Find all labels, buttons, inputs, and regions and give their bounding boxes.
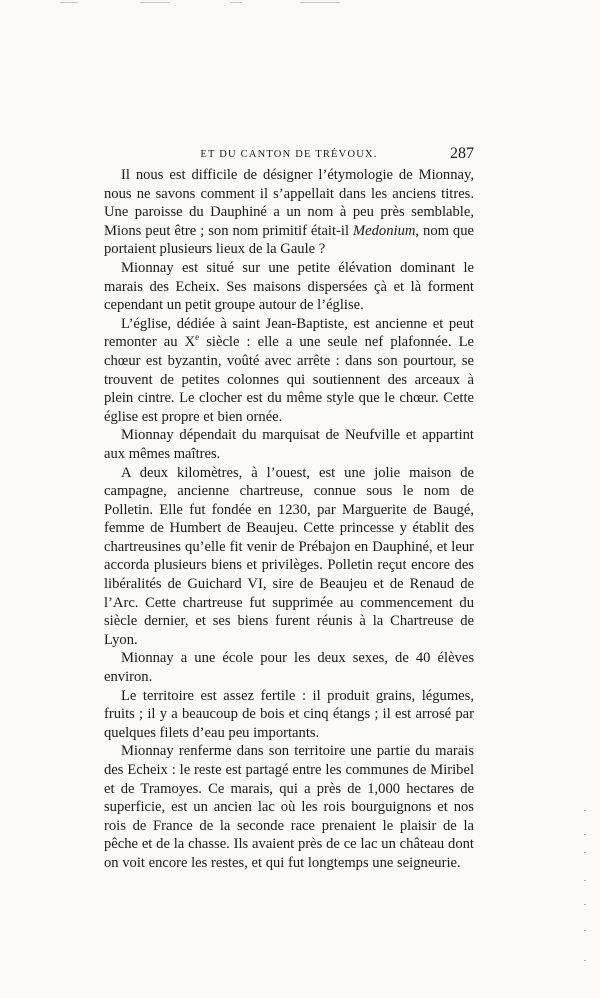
paragraph-text: Mionnay dépendait du marquisat de Neufville et appartint aux mêmes maîtres. (104, 427, 474, 462)
paragraph-text: Le territoire est assez fertile : il produit grains, légumes, fruits ; il y a beaucoup de bois et cinq étangs ; il est arrosé par quelques filets d’eau peu importants. (104, 687, 474, 741)
paragraph-text: A deux kilomètres, à l’ouest, est une jolie maison de campagne, ancienne chartreuse, connue sous le nom de Polletin. Elle fut fondée en 1230, par Marguerite de Baugé, femme de Humbert de Beaujeu. Cette princesse y établit des chartreusines qu’elle fit venir de Prébajon en Dauphiné, et leur accorda plusieurs biens et privilèges. Polletin reçut encore des libéralités de Guichard VI, sire de Beaujeu et de Renaud de l’Arc. Cette chartreuse fut supprimée au commencement du siècle dernier, et ses biens furent réunis à la Chartreuse de Lyon. (104, 464, 474, 648)
paragraph-text: Il nous est difficile de désigner l’étymologie de Mionnay, nous ne savons comment il s’appellait dans les anciens titres. Une paroisse du Dauphiné a un nom à peu près semblable, Mions peut être ; son nom primitif était-il (104, 167, 474, 239)
superscript-text: e (195, 332, 200, 343)
running-title: ET DU CANTON DE TRÉVOUX. (200, 149, 378, 160)
paragraph (104, 259, 474, 315)
paragraph-text: Mionnay renferme dans son territoire une partie du marais des Echeix : le reste est partagé entre les communes de Miribel et de Tramoyes. Ce marais, qui a près de 1,000 hectares de superficie, est un ancien lac où les rois bourguignons et nos rois de France de la seconde race prenaient le plaisir de la pêche et de la chasse. Ils avaient près de ce lac un château dont on voit encore les restes, et qui fut longtemps une seigneurie. (104, 743, 474, 871)
paragraph (104, 649, 474, 686)
body-text (104, 166, 474, 873)
page-number: 287 (450, 145, 474, 162)
running-head (104, 145, 474, 165)
paragraph (104, 315, 474, 427)
right-edge-marks (584, 800, 594, 980)
paragraph-text: , nom que portaient plusieurs lieux de la Gaule ? (104, 222, 475, 258)
paragraph-text: Mionnay a une école pour les deux sexes, de 40 élèves environ. (104, 650, 474, 686)
paragraph (104, 687, 474, 743)
paragraph (104, 166, 474, 259)
paragraph-text: siècle : elle a une seule nef plafonnée. Le chœur est byzantin, voûté avec arrête : dans son pourtour, se trouvent de petites colonnes qui soutiennent des arceaux à plein cintre. Le clocher est du même style que le chœur. Cette église est propre et bien ornée. (104, 334, 474, 425)
paragraph (104, 464, 474, 650)
paragraph-text: Mionnay est situé sur une petite élévation dominant le marais des Echeix. Ses maisons dispersées çà et là forment cependant un petit groupe autour de l’église. (104, 259, 474, 314)
paragraph (104, 742, 474, 872)
top-edge-marks (0, 0, 600, 8)
paragraph (104, 426, 474, 463)
paragraph-text: L’église, dédiée à saint Jean-Baptiste, est ancienne et peut remonter au X (104, 315, 474, 351)
italic-text: Medonium (352, 222, 416, 239)
